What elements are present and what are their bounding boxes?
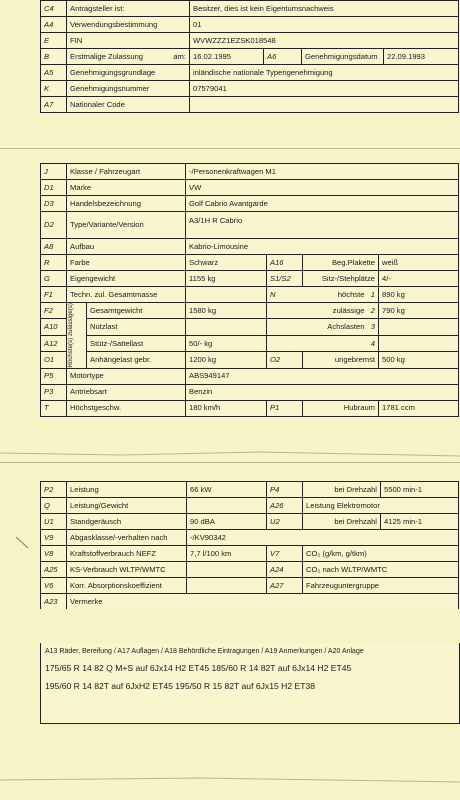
label-first-registration-text: Erstmalige Zulassung	[70, 51, 144, 61]
label-axle-highest	[303, 287, 379, 303]
value-fin: WVWZZZ1EZSK018548	[190, 33, 459, 49]
label-engine-type: Motortype	[67, 368, 186, 384]
label-seats: Sitz-/Stehplätze	[303, 271, 379, 287]
row-e	[41, 33, 459, 49]
label-first-registration	[67, 49, 190, 65]
value-fuel: Benzin	[186, 384, 459, 400]
value-approval-number: 07579041	[190, 81, 459, 97]
label-type: Type/Variante/Version	[67, 212, 186, 239]
code-t: T	[41, 400, 67, 416]
code-a23: A23	[41, 594, 67, 610]
vertical-label: Höchste(s) zulässige(s)	[67, 303, 74, 368]
value-noise-rpm: 4125 min-1	[381, 514, 459, 530]
code-d1: D1	[41, 180, 67, 196]
value-trailer-braked: 1200 kg	[186, 352, 267, 368]
value-plaque: weiß	[379, 255, 459, 271]
row-v8	[41, 546, 459, 562]
code-p1: P1	[267, 400, 303, 416]
row-f2	[41, 303, 459, 319]
pen-mark	[16, 537, 28, 548]
code-p2: P2	[41, 482, 67, 498]
label-trailer-unbraked: ungebremst	[303, 352, 379, 368]
row-c4	[41, 1, 459, 17]
code-a10: A10	[41, 319, 67, 335]
value-support-load: 50/- kg	[186, 335, 267, 351]
code-j: J	[41, 164, 67, 180]
value-color: Schwarz	[186, 255, 267, 271]
remarks-box	[40, 643, 460, 724]
code-a25: A25	[41, 562, 67, 578]
code-a27: A27	[267, 578, 303, 594]
row-u1	[41, 514, 459, 530]
label-axle-4	[303, 335, 379, 351]
label-approval-basis: Genehmigungsgrundlage	[67, 65, 190, 81]
label-wltp-consumption: KS-Verbrauch WLTP/WMTC	[67, 562, 187, 578]
row-a4	[41, 17, 459, 33]
value-seats: 4/-	[379, 271, 459, 287]
row-a10	[41, 319, 459, 335]
code-c4: C4	[41, 1, 67, 17]
row-a5	[41, 65, 459, 81]
row-d3	[41, 196, 459, 212]
label-power-rpm: bei Drehzahl	[303, 482, 381, 498]
code-a6: A6	[264, 49, 302, 65]
value-emission-class: -/KV90342	[187, 530, 459, 546]
row-v9	[41, 530, 459, 546]
code-f1: F1	[41, 287, 67, 303]
code-a8: A8	[41, 239, 67, 255]
value-displacement: 1781 ccm	[379, 400, 459, 416]
code-k: K	[41, 81, 67, 97]
code-v8: V8	[41, 546, 67, 562]
label-absorption: Korr. Absorptionskoeffizient	[67, 578, 187, 594]
engine-emissions-table	[40, 481, 459, 609]
value-applicant: Besitzer, dies ist kein Eigentumsnachweis	[190, 1, 459, 17]
axle-number-4: 4	[370, 338, 376, 348]
label-power: Leistung	[67, 482, 187, 498]
label-electric-power: Leistung Elektromotor	[303, 498, 459, 514]
value-power-rpm: 5500 min-1	[381, 482, 459, 498]
remarks-header: A13 Räder, Bereifung / A17 Auflagen / A18 Behördliche Eintragungen / A19 Anmerkungen / A20 Anlage	[45, 648, 364, 655]
vehicle-data-table	[40, 163, 459, 417]
value-axle-3	[379, 319, 459, 335]
label-plaque: Beg.Plakette	[303, 255, 379, 271]
label-wltp-co2: CO₂ nach WLTP/WMTC	[303, 562, 459, 578]
code-o2: O2	[267, 352, 303, 368]
row-d2	[41, 212, 459, 239]
label-axle-permissible	[303, 303, 379, 319]
code-d2: D2	[41, 212, 67, 239]
value-trailer-unbraked: 500 kg	[379, 352, 459, 368]
label-tech-mass: Techn. zul. Gesamtmasse	[67, 287, 186, 303]
code-e: E	[41, 33, 67, 49]
label-first-registration-suffix: am:	[173, 51, 186, 61]
value-absorption	[187, 578, 267, 594]
row-a8	[41, 239, 459, 255]
row-j	[41, 164, 459, 180]
row-o1	[41, 352, 459, 368]
row-f1	[41, 287, 459, 303]
row-a25	[41, 562, 459, 578]
value-class: -/Personenkraftwagen M1	[186, 164, 459, 180]
label-noise-rpm: bei Drehzahl	[303, 514, 381, 530]
value-wltp-consumption	[187, 562, 267, 578]
label-payload: Nutzlast	[87, 319, 186, 335]
value-power-weight	[187, 498, 267, 514]
code-a5: A5	[41, 65, 67, 81]
row-p5	[41, 368, 459, 384]
code-a4: A4	[41, 17, 67, 33]
code-n: N	[267, 287, 303, 303]
value-approval-date: 22.09.1993	[384, 49, 459, 65]
value-approval-basis: inländische nationale Typengenehmigung	[190, 65, 459, 81]
label-curb-weight: Eigengewicht	[67, 271, 186, 287]
crease-line	[0, 452, 460, 456]
value-top-speed: 180 km/h	[186, 400, 267, 416]
row-r	[41, 255, 459, 271]
value-fuel-consumption: 7,7 l/100 km	[187, 546, 267, 562]
code-a26: A26	[267, 498, 303, 514]
label-usage: Verwendungsbestimmung	[67, 17, 190, 33]
blank-cell-a12	[267, 335, 303, 351]
label-vehicle-subgroup: Fahrzeuguntergruppe	[303, 578, 459, 594]
label-body: Aufbau	[67, 239, 186, 255]
row-a23	[41, 594, 459, 610]
value-first-registration: 16.02.1995	[190, 49, 264, 65]
axle-number-2: 2	[370, 305, 376, 315]
value-national-code	[190, 97, 459, 113]
code-r: R	[41, 255, 67, 271]
value-tech-mass	[186, 287, 267, 303]
label-support-load: Stütz-/Sattellast	[87, 335, 186, 351]
label-class: Klasse / Fahrzeugart	[67, 164, 186, 180]
fold-line	[0, 462, 460, 463]
label-emission-class: Abgasklasse/-verhalten nach	[67, 530, 187, 546]
code-v7: V7	[267, 546, 303, 562]
label-fin: FIN	[67, 33, 190, 49]
label-axle-loads	[303, 319, 379, 335]
label-fuel-consumption: Kraftstoffverbrauch NEFZ	[67, 546, 187, 562]
code-u2: U2	[267, 514, 303, 530]
value-body: Kabrio-Limousine	[186, 239, 459, 255]
value-make: VW	[186, 180, 459, 196]
blank-cell-f2	[267, 303, 303, 319]
value-axle-4	[379, 335, 459, 351]
row-a7	[41, 97, 459, 113]
label-remarks: Vermerke	[67, 594, 459, 610]
value-payload	[186, 319, 267, 335]
value-gross-weight: 1580 kg	[186, 303, 267, 319]
row-b	[41, 49, 459, 65]
label-axle-loads-text: Achslasten	[327, 322, 365, 332]
label-power-weight: Leistung/Gewicht	[67, 498, 187, 514]
row-v6	[41, 578, 459, 594]
label-color: Farbe	[67, 255, 186, 271]
code-o1: O1	[41, 352, 67, 368]
code-f2: F2	[41, 303, 67, 319]
code-q: Q	[41, 498, 67, 514]
value-noise: 90 dBA	[187, 514, 267, 530]
label-axle-permissible-text: zulässige	[332, 305, 365, 315]
label-co2: CO₂ (g/km, g/tkm)	[303, 546, 459, 562]
label-applicant: Antragsteller ist:	[67, 1, 190, 17]
label-axle-highest-text: höchste	[337, 289, 365, 299]
value-trade-name: Golf Cabrio Avantgarde	[186, 196, 459, 212]
row-a12	[41, 335, 459, 351]
label-trailer-braked: Anhängelast gebr.	[87, 352, 186, 368]
blank-cell-a10	[267, 319, 303, 335]
label-approval-number: Genehmigungsnummer	[67, 81, 190, 97]
row-t	[41, 400, 459, 416]
code-a16: A16	[267, 255, 303, 271]
code-p3: P3	[41, 384, 67, 400]
value-axle-2: 790 kg	[379, 303, 459, 319]
axle-number-1: 1	[370, 289, 376, 299]
code-u1: U1	[41, 514, 67, 530]
value-axle-1: 890 kg	[379, 287, 459, 303]
row-p3	[41, 384, 459, 400]
code-a24: A24	[267, 562, 303, 578]
label-make: Marke	[67, 180, 186, 196]
code-a12: A12	[41, 335, 67, 351]
code-a7: A7	[41, 97, 67, 113]
fold-line	[0, 148, 460, 149]
identification-table	[40, 0, 459, 113]
value-curb-weight: 1155 kg	[186, 271, 267, 287]
tire-line-1: 175/65 R 14 82 Q M+S auf 6Jx14 H2 ET45 185/60 R 14 82T auf 6Jx14 H2 ET45	[45, 663, 352, 673]
row-k	[41, 81, 459, 97]
label-top-speed: Höchstgeschw.	[67, 400, 186, 416]
label-fuel: Antriebsart	[67, 384, 186, 400]
label-displacement: Hubraum	[303, 400, 379, 416]
label-approval-date: Genehmigungsdatum	[302, 49, 384, 65]
code-v6: V6	[41, 578, 67, 594]
value-type: A3/1H R Cabrio	[186, 212, 459, 239]
label-gross-weight: Gesamtgewicht	[87, 303, 186, 319]
row-d1	[41, 180, 459, 196]
label-trade-name: Handelsbezeichnung	[67, 196, 186, 212]
value-engine-type: ABS949147	[186, 368, 459, 384]
tire-line-2: 195/60 R 14 82T auf 6JxH2 ET45 195/50 R 15 82T auf 6Jx15 H2 ET38	[45, 681, 316, 691]
code-p4: P4	[267, 482, 303, 498]
value-usage: 01	[190, 17, 459, 33]
code-d3: D3	[41, 196, 67, 212]
row-g	[41, 271, 459, 287]
code-p5: P5	[41, 368, 67, 384]
vertical-label-cell	[67, 303, 87, 369]
code-v9: V9	[41, 530, 67, 546]
crease-line	[0, 778, 460, 782]
row-p2	[41, 482, 459, 498]
label-national-code: Nationaler Code	[67, 97, 190, 113]
value-power: 66 kW	[187, 482, 267, 498]
axle-number-3: 3	[370, 322, 376, 332]
label-noise: Standgeräusch	[67, 514, 187, 530]
code-g: G	[41, 271, 67, 287]
code-s1s2: S1/S2	[267, 271, 303, 287]
row-q	[41, 498, 459, 514]
code-b: B	[41, 49, 67, 65]
